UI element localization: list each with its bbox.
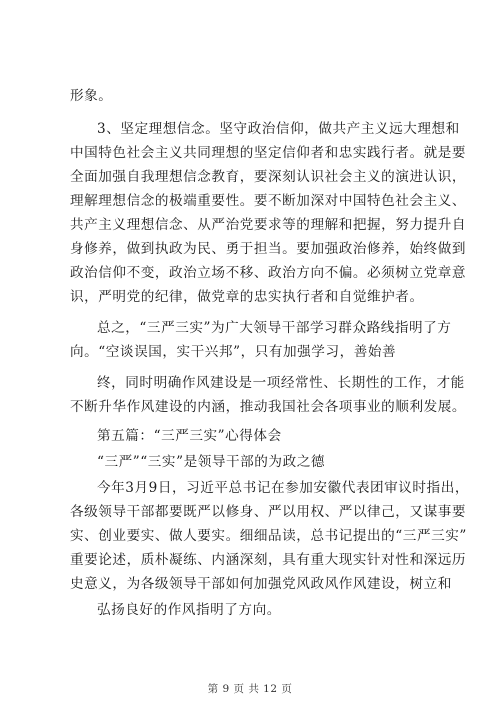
- text-line: 中国特色社会主义共同理想的坚定信仰者和忠实践行者。就是要: [70, 145, 467, 161]
- text-line: 身修养，做到执政为民、勇于担当。要加强政治修养，始终做到: [70, 241, 467, 257]
- subheading: “三严”“三实”是领导干部的为政之德: [97, 454, 326, 470]
- text-line: 重要论述，质朴凝练、内涵深刻，具有重大现实针对性和深远历: [70, 552, 467, 568]
- text-line: 实、创业要实、做人要实。细细品读，总书记提出的“三严三实”: [70, 528, 467, 544]
- text-line: 不断升华作风建设的内涵，推动我国社会各项事业的顺利发展。: [70, 399, 467, 415]
- text-line: 政治信仰不变，政治立场不移、政治方向不偏。必须树立党章意: [70, 265, 467, 281]
- text-line: 总之，“三严三实”为广大领导干部学习群众路线指明了方: [97, 320, 452, 336]
- text-line: 全面加强自我理想信念教育，要深刻认识社会主义的演进认识，: [70, 169, 467, 185]
- text-line: 共产主义理想信念、从严治党要求等的理解和把握，努力提升自: [70, 217, 467, 233]
- text-line: 史意义，为各级领导干部如何加强党风政风作风建设，树立和: [70, 576, 452, 592]
- text-line: 3、坚定理想信念。坚守政治信仰，做共产主义远大理想和: [97, 121, 460, 137]
- text-line: 理解理想信念的极端重要性。要不断加深对中国特色社会主义、: [70, 193, 467, 209]
- text-line: 识，严明党的纪律，做党章的忠实执行者和自觉维护者。: [70, 289, 424, 305]
- section-heading: 第五篇：“三严三实”心得体会: [97, 428, 282, 444]
- text-line: 向。“空谈误国，实干兴邦”，只有加强学习，善始善: [70, 344, 397, 360]
- page-number: 第 9 页 共 12 页: [207, 683, 293, 695]
- text-line: 弘扬良好的作风指明了方向。: [97, 602, 281, 618]
- text-line: 各级领导干部都要既严以修身、严以用权、严以律己，又谋事要: [70, 504, 467, 520]
- text-line: 形象。: [70, 88, 113, 104]
- text-line: 今年3月9日，习近平总书记在参加安徽代表团审议时指出，: [97, 480, 469, 496]
- text-line: 终，同时明确作风建设是一项经常性、长期性的工作，才能: [97, 375, 465, 391]
